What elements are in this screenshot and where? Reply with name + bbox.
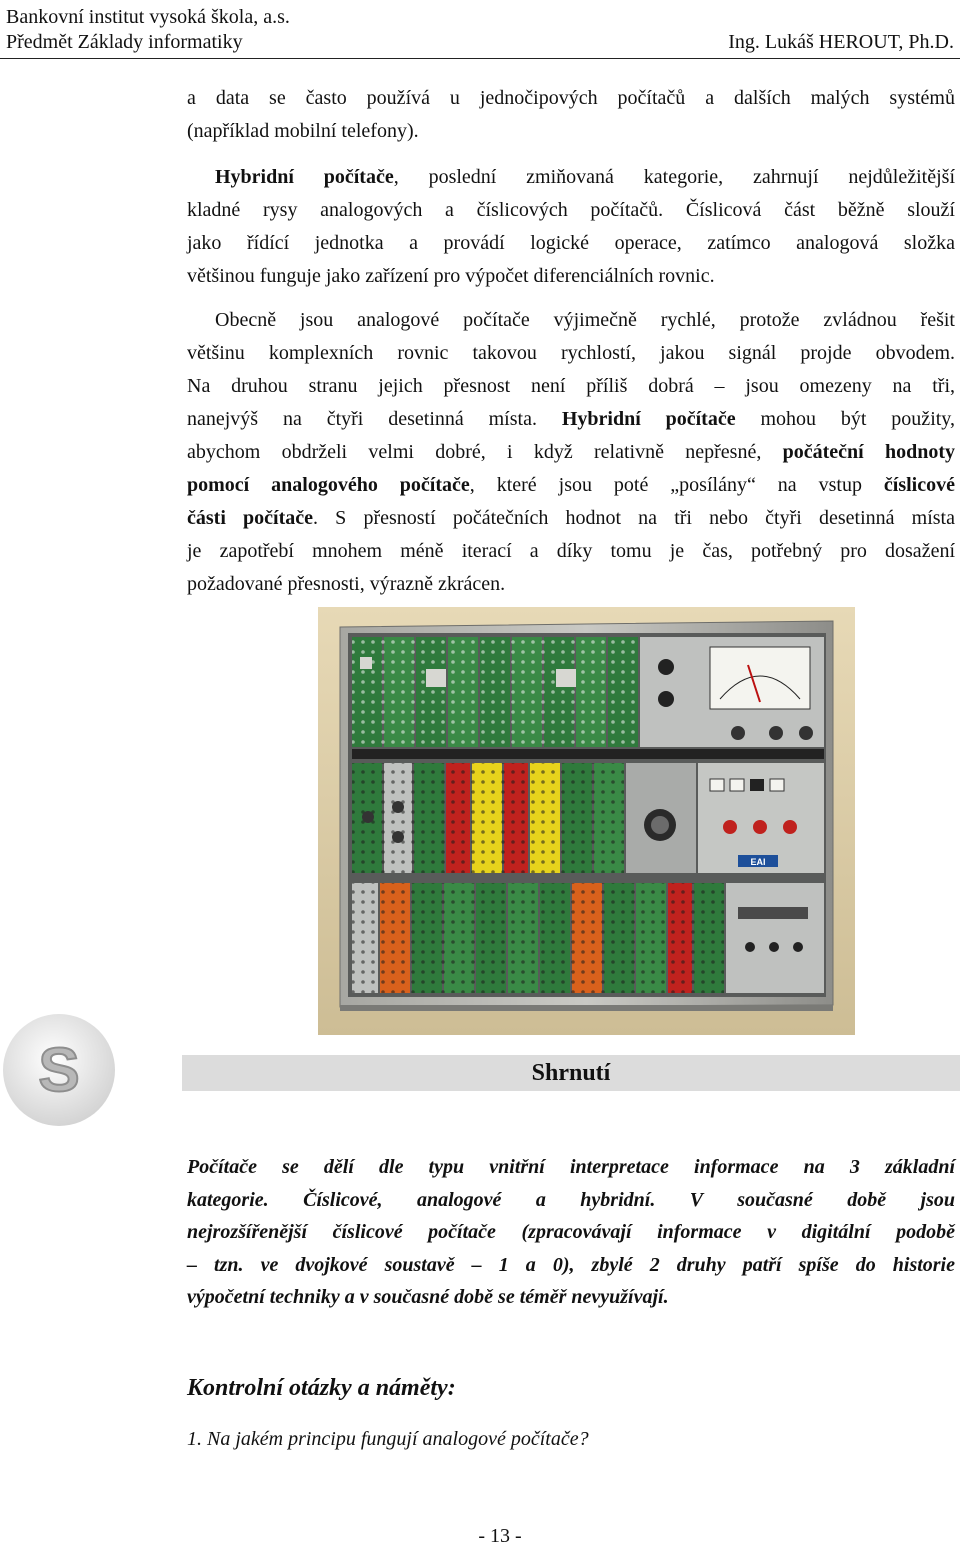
paragraph-line xyxy=(187,403,955,436)
text-fragment: . S přesností počátečních hodnot na tři nebo čtyři desetinná místa xyxy=(313,507,955,529)
header-institution: Bankovní institut vysoká škola, a.s. xyxy=(6,6,290,28)
term-initial-values: počáteční hodnoty xyxy=(782,441,956,463)
hybrid-computer-photo xyxy=(318,607,855,1035)
term-hybrid-computers: Hybridní počítače xyxy=(215,166,394,188)
summary-text xyxy=(187,1151,955,1314)
summary-line: nejrozšířenější číslicové počítače (zpracovávají informace v digitální podobě xyxy=(187,1221,955,1243)
paragraph-line xyxy=(187,469,955,502)
text-fragment: , poslední zmiňovaná kategorie, zahrnují nejdůležitější xyxy=(393,166,955,188)
s-badge-icon xyxy=(0,1011,118,1129)
term-computer-part: části počítače xyxy=(187,507,314,529)
paragraph-2 xyxy=(187,161,955,293)
paragraph-line: a data se často používá u jednočipových počítačů a dalších malých systémů xyxy=(187,87,955,109)
text-fragment: mohou být použity, xyxy=(735,408,956,430)
summary-heading-bar xyxy=(182,1055,960,1091)
text-fragment: abychom obdrželi velmi dobré, i když relativně nepřesné, xyxy=(187,441,783,463)
paragraph-line xyxy=(187,502,955,535)
paragraph-line: většinou funguje jako zařízení pro výpočet diferenciálních rovnic. xyxy=(187,265,715,287)
paragraph-line: kladné rysy analogových a číslicových počítačů. Číslicová část běžně slouží xyxy=(187,199,955,221)
s-letter: S xyxy=(38,1036,80,1105)
paragraph-line: Na druhou stranu jejich přesnost není příliš dobrá – jsou omezeny na tři, xyxy=(187,375,955,397)
term-analog-computer: pomocí analogového počítače xyxy=(187,474,470,496)
page-number: - 13 - xyxy=(478,1525,522,1547)
computer-illustration xyxy=(318,607,855,1035)
term-hybrid-computers: Hybridní počítače xyxy=(561,408,736,430)
questions-title: Kontrolní otázky a náměty: xyxy=(187,1375,456,1401)
summary-icon xyxy=(0,1011,118,1129)
paragraph-3 xyxy=(187,304,955,601)
header-subject: Předmět Základy informatiky xyxy=(6,31,243,53)
summary-title: Shrnutí xyxy=(531,1060,611,1086)
text-fragment: nanejvýš na čtyři desetinná místa. xyxy=(187,408,562,430)
paragraph-line: požadované přesnosti, výrazně zkrácen. xyxy=(187,573,506,595)
question-1: 1. Na jakém principu fungují analogové počítače? xyxy=(187,1428,589,1450)
header-divider xyxy=(0,58,960,59)
text-fragment: , které jsou poté „posílány“ na vstup xyxy=(469,474,884,496)
paragraph-line xyxy=(187,436,955,469)
paragraph-1 xyxy=(187,82,955,148)
summary-line: výpočetní techniky a v současné době se téměř nevyužívají. xyxy=(187,1286,669,1308)
paragraph-line: jako řídící jednotka a provádí logické operace, zatímco analogová složka xyxy=(187,232,955,254)
paragraph-line: Obecně jsou analogové počítače výjimečně rychlé, protože zvládnou řešit xyxy=(215,309,955,331)
summary-line: – tzn. ve dvojkové soustavě – 1 a 0), zbylé 2 druhy patří spíše do historie xyxy=(187,1253,955,1276)
eai-badge: EAI xyxy=(750,857,766,867)
header-author: Ing. Lukáš HEROUT, Ph.D. xyxy=(728,31,954,53)
summary-line: kategorie. Číslicové, analogové a hybridní. V současné době jsou xyxy=(187,1188,955,1211)
paragraph-line xyxy=(187,161,955,194)
term-digital: číslicové xyxy=(883,474,955,496)
summary-line: Počítače se dělí dle typu vnitřní interpretace informace na 3 základní xyxy=(187,1156,955,1178)
paragraph-line: je zapotřebí mnohem méně iterací a díky tomu je čas, potřebný pro dosažení xyxy=(187,540,955,562)
paragraph-line: (například mobilní telefony). xyxy=(187,120,419,142)
paragraph-line: většinu komplexních rovnic takovou rychlostí, jakou signál projde obvodem. xyxy=(187,342,955,364)
